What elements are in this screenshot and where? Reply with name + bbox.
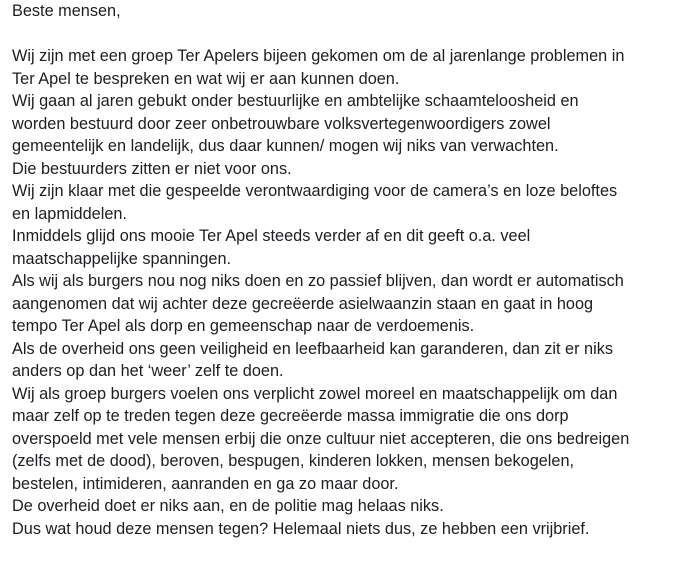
post-line: anders op dan het ‘weer’ zelf te doen. — [12, 362, 284, 380]
post-line: Wij zijn met een groep Ter Apelers bijeen gekomen om de al jarenlange problemen in — [12, 47, 625, 65]
post-line: maatschappelijke spanningen. — [12, 249, 232, 268]
post-line: Inmiddels glijd ons mooie Ter Apel steeds verder af en dit geeft o.a. veel — [12, 227, 531, 245]
post-line: maar zelf op te treden tegen deze gecreëerde massa immigratie die ons dorp — [12, 407, 569, 425]
post-line: Wij zijn klaar met die gespeelde verontwaardiging voor de camera’s en loze beloftes — [12, 182, 618, 200]
post-line: Ter Apel te bespreken en wat wij er aan kunnen doen. — [12, 69, 400, 88]
post-line: tempo Ter Apel als dorp en gemeenschap naar de verdoemenis. — [12, 317, 475, 335]
post-line: Wij als groep burgers voelen ons verplicht zowel moreel en maatschappelijk om dan — [12, 384, 618, 403]
post-line: gemeentelijk en landelijk, dus daar kunnen/ mogen wij niks van verwachten. — [12, 137, 559, 155]
post-line: bestelen, intimideren, aanranden en ga zo maar door. — [12, 474, 399, 493]
post-line: Dus wat houd deze mensen tegen? Helemaal niets dus, ze hebben een vrijbrief. — [12, 519, 590, 538]
post-line: Als de overheid ons geen veiligheid en leefbaarheid kan garanderen, dan zit er niks — [12, 339, 613, 358]
post-line: (zelfs met de dood), beroven, bespugen, kinderen lokken, mensen bekogelen, — [12, 452, 575, 470]
post-line: Als wij als burgers nou nog niks doen en zo passief blijven, dan wordt er automatisch — [12, 272, 624, 290]
post-line: Die bestuurders zitten er niet voor ons. — [12, 159, 292, 178]
post-line: overspoeld met vele mensen erbij die onze cultuur niet accepteren, die ons bedreigen — [12, 429, 630, 448]
post-body — [12, 0, 684, 540]
post-greeting: Beste mensen, — [12, 2, 121, 20]
blank-line — [12, 23, 684, 46]
post-line: worden bestuurd door zeer onbetrouwbare volksvertegenwoordigers zowel — [12, 114, 551, 133]
post-line: en lapmiddelen. — [12, 204, 127, 223]
post-line: aangenomen dat wij achter deze gecreëerde asielwaanzin staan en gaat in hoog — [12, 294, 594, 313]
post-line: De overheid doet er niks aan, en de politie mag helaas niks. — [12, 497, 444, 515]
post-line: Wij gaan al jaren gebukt onder bestuurlijke en ambtelijke schaamteloosheid en — [12, 92, 579, 110]
